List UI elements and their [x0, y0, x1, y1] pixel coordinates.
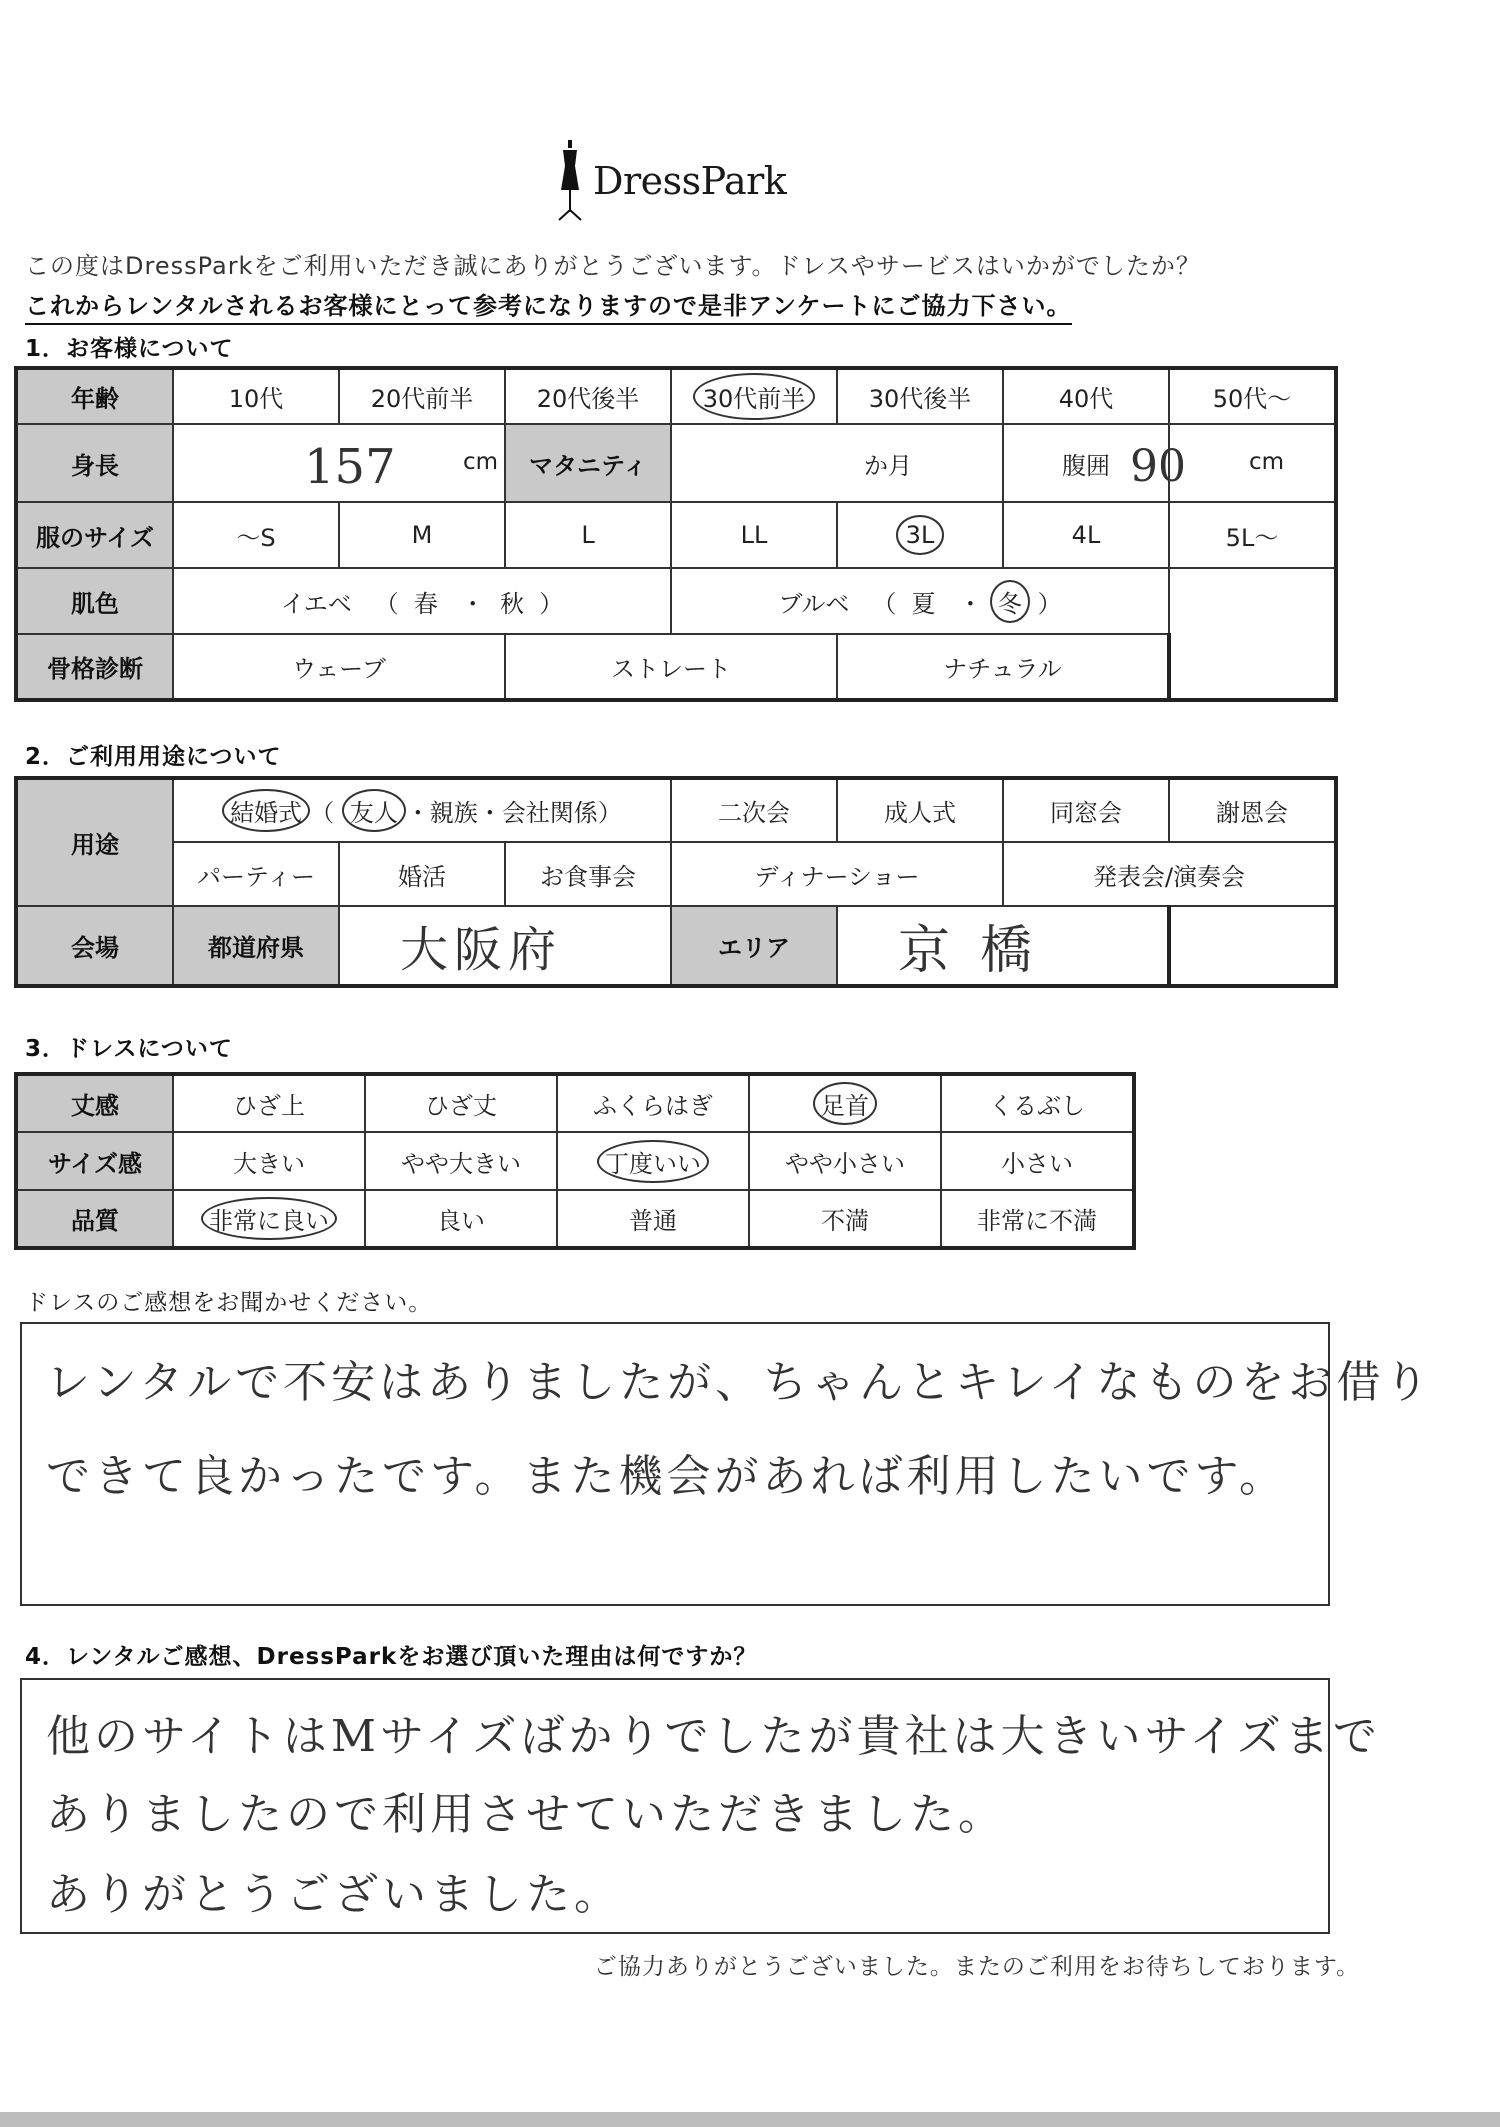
section-1-title: 1．お客様について — [25, 336, 234, 362]
size-option[interactable]: LL — [671, 502, 837, 568]
age-option[interactable]: 10代 — [173, 368, 339, 424]
purpose-wedding-selected[interactable]: 結婚式 — [222, 789, 310, 832]
selection-circle: 3L — [896, 515, 945, 555]
customer-table — [14, 366, 1338, 702]
age-option[interactable]: 50代～ — [1169, 368, 1336, 424]
dress-mannequin-icon — [555, 140, 585, 222]
purpose-friend-selected[interactable]: 友人 — [342, 789, 406, 832]
skin-spring[interactable]: 春 — [413, 589, 438, 618]
height-value: 157 — [304, 439, 396, 495]
purpose-relatives[interactable]: 親族 — [429, 799, 478, 827]
area-field[interactable] — [837, 906, 1169, 986]
waist-label: 腹囲 — [1003, 424, 1169, 502]
purpose-label: 用途 — [16, 778, 173, 906]
selection-circle: 足首 — [813, 1082, 877, 1125]
venue-label: 会場 — [16, 906, 173, 986]
purpose-option[interactable]: お食事会 — [505, 842, 671, 906]
purpose-option[interactable]: 婚活 — [339, 842, 505, 906]
intro-line-2: これからレンタルされるお客様にとって参考になりますので是非アンケートにご協力下さい。 — [25, 286, 1072, 325]
purpose-wedding-option[interactable]: 結婚式 （ 友人 ・親族・会社関係） — [173, 778, 671, 842]
height-label: 身長 — [16, 424, 173, 502]
size-option[interactable]: 4L — [1003, 502, 1169, 568]
quality-option[interactable]: 不満 — [749, 1190, 941, 1248]
age-option[interactable]: 20代後半 — [505, 368, 671, 424]
empty-cell — [1169, 568, 1336, 634]
size-label: 服のサイズ — [16, 502, 173, 568]
section-2-title: 2．ご利用用途について — [25, 744, 282, 770]
fit-label: サイズ感 — [16, 1132, 173, 1190]
logo-text: DressPark — [593, 159, 787, 203]
length-option[interactable]: ひざ丈 — [365, 1074, 557, 1132]
reason-line: ありましたので利用させていただきました。 — [46, 1789, 1006, 1840]
empty-cell — [1169, 906, 1336, 986]
age-label: 年齢 — [16, 368, 173, 424]
frame-option[interactable]: ウェーブ — [173, 634, 505, 700]
skin-winter-selected[interactable]: 冬 — [990, 580, 1030, 623]
purpose-option[interactable]: パーティー — [173, 842, 339, 906]
purpose-table — [14, 776, 1338, 988]
length-option[interactable]: くるぶし — [941, 1074, 1134, 1132]
skin-yellow-option[interactable]: イエベ （ 春 ・ 秋 ） — [173, 568, 671, 634]
fit-option[interactable]: 大きい — [173, 1132, 365, 1190]
maternity-field[interactable] — [671, 424, 1003, 502]
height-field[interactable] — [173, 424, 505, 502]
impressions-textarea[interactable] — [20, 1322, 1433, 1606]
quality-label: 品質 — [16, 1190, 173, 1248]
prefecture-label: 都道府県 — [173, 906, 339, 986]
age-option[interactable]: 40代 — [1003, 368, 1169, 424]
scan-edge — [0, 2112, 1500, 2127]
dress-table — [14, 1072, 1136, 1250]
skin-summer[interactable]: 夏 — [911, 589, 936, 618]
purpose-option[interactable]: 成人式 — [837, 778, 1003, 842]
fit-option-selected[interactable] — [557, 1132, 749, 1190]
age-option[interactable]: 20代前半 — [339, 368, 505, 424]
length-option-selected[interactable] — [749, 1074, 941, 1132]
quality-option[interactable]: 普通 — [557, 1190, 749, 1248]
size-option[interactable]: 5L～ — [1169, 502, 1336, 568]
logo — [555, 140, 786, 222]
prefecture-field[interactable] — [339, 906, 671, 986]
area-value: 京橋 — [898, 921, 1063, 981]
impressions-title: ドレスのご感想をお聞かせください。 — [25, 1290, 433, 1316]
skin-blue-label: ブルベ — [778, 589, 850, 618]
purpose-option[interactable]: 二次会 — [671, 778, 837, 842]
size-option[interactable]: M — [339, 502, 505, 568]
maternity-label: マタニティ — [505, 424, 671, 502]
purpose-option[interactable]: 同窓会 — [1003, 778, 1169, 842]
waist-value: 90 — [1130, 441, 1186, 492]
impressions-line: できて良かったです。また機会があれば利用したいです。 — [46, 1451, 1287, 1502]
size-option[interactable]: ～S — [173, 502, 339, 568]
purpose-option[interactable]: 謝恩会 — [1169, 778, 1336, 842]
skin-autumn[interactable]: 秋 — [500, 589, 525, 618]
frame-label: 骨格診断 — [16, 634, 173, 700]
frame-option[interactable]: ナチュラル — [837, 634, 1169, 700]
quality-option-selected[interactable] — [173, 1190, 365, 1248]
skin-yellow-label: イエベ — [280, 589, 352, 618]
selection-circle: 30代前半 — [693, 373, 816, 420]
section-3-title: 3．ドレスについて — [25, 1036, 233, 1062]
fit-option[interactable]: やや小さい — [749, 1132, 941, 1190]
purpose-company[interactable]: 会社関係 — [501, 799, 598, 827]
selection-circle: 非常に良い — [201, 1197, 337, 1240]
size-option[interactable]: L — [505, 502, 671, 568]
selection-circle: 丁度いい — [597, 1140, 709, 1183]
prefecture-value: 大阪府 — [400, 922, 563, 978]
purpose-option[interactable]: 発表会/演奏会 — [1003, 842, 1336, 906]
fit-option[interactable]: やや大きい — [365, 1132, 557, 1190]
empty-cell — [1169, 634, 1336, 700]
impressions-line: レンタルで不安はありましたが、ちゃんとキレイなものをお借り — [46, 1357, 1433, 1408]
size-option-selected[interactable] — [837, 502, 1003, 568]
reason-line: 他のサイトはMサイズばかりでしたが貴社は大きいサイズまで — [46, 1711, 1381, 1762]
age-option-selected[interactable] — [671, 368, 837, 424]
area-label: エリア — [671, 906, 837, 986]
maternity-unit: か月 — [864, 451, 912, 480]
intro-line-1: この度はDressParkをご利用いただき誠にありがとうございます。ドレスやサービスはいかがでしたか？ — [25, 252, 1201, 280]
waist-unit: cm — [1248, 449, 1284, 475]
section-4-title: 4．レンタルご感想、DressParkをお選び頂いた理由は何ですか？ — [25, 1644, 758, 1670]
reason-textarea[interactable] — [20, 1678, 1381, 1934]
fit-option[interactable]: 小さい — [941, 1132, 1134, 1190]
length-option[interactable]: ひざ上 — [173, 1074, 365, 1132]
quality-option[interactable]: 良い — [365, 1190, 557, 1248]
purpose-option[interactable]: ディナーショー — [671, 842, 1003, 906]
footer-thanks: ご協力ありがとうございました。またのご利用をお待ちしております。 — [593, 1954, 1360, 1980]
waist-field[interactable] — [1130, 424, 1336, 502]
skin-blue-option[interactable]: ブルベ （ 夏 ・ 冬 ） — [671, 568, 1169, 634]
age-option[interactable]: 30代後半 — [837, 368, 1003, 424]
height-unit: cm — [462, 449, 498, 475]
reason-line: ありがとうございました。 — [46, 1869, 622, 1920]
length-label: 丈感 — [16, 1074, 173, 1132]
length-option[interactable]: ふくらはぎ — [557, 1074, 749, 1132]
frame-option[interactable]: ストレート — [505, 634, 837, 700]
skin-label: 肌色 — [16, 568, 173, 634]
quality-option[interactable]: 非常に不満 — [941, 1190, 1134, 1248]
